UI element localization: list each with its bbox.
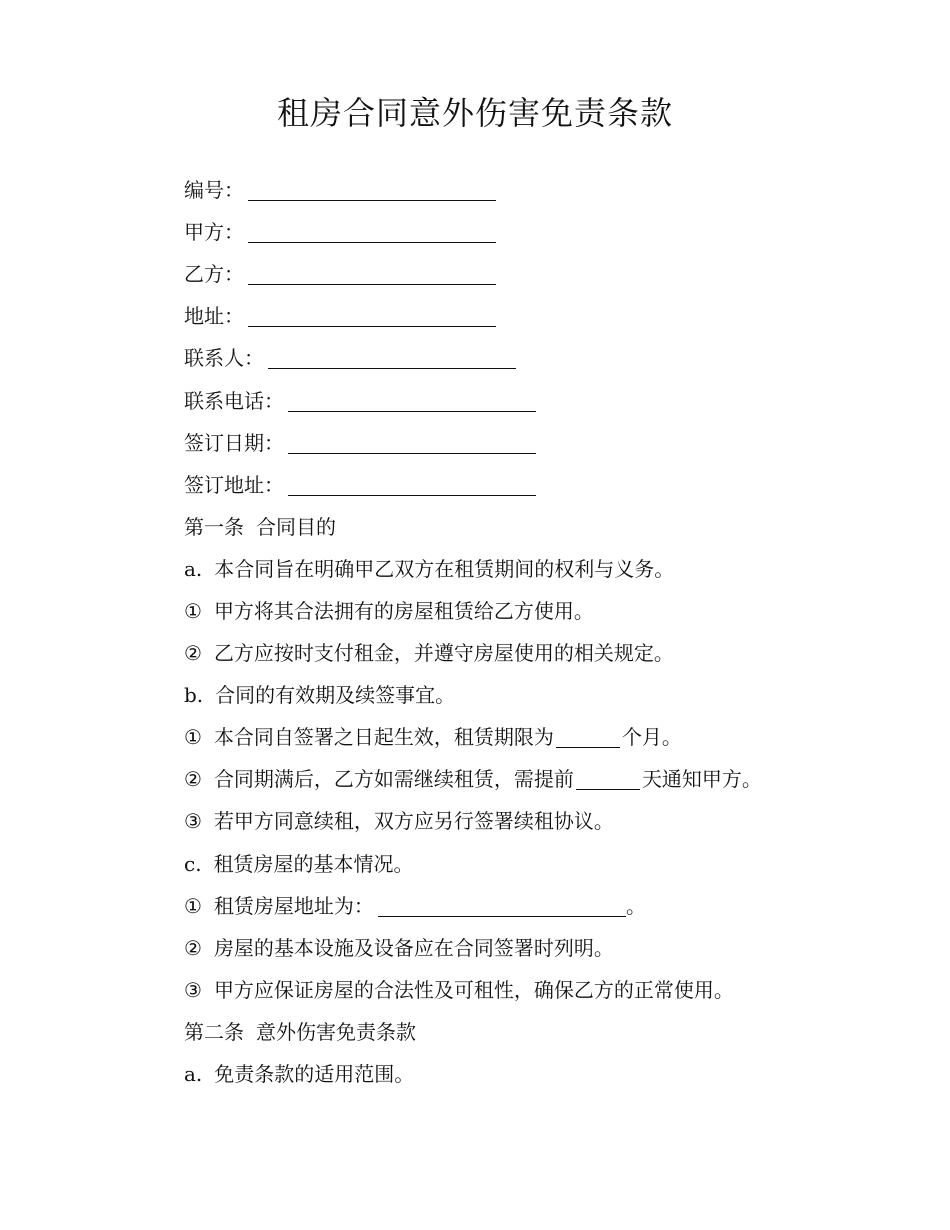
article-2-heading xyxy=(184,1011,924,1053)
field-label: 签订地址： xyxy=(184,472,284,497)
clause-text: 房屋的基本设施及设备应在合同签署时列明。 xyxy=(213,935,614,960)
blank-line xyxy=(248,179,496,201)
blank-line xyxy=(288,474,536,496)
field-party-b xyxy=(184,253,924,295)
blank-line xyxy=(576,768,640,790)
clause-text: 本合同旨在明确甲乙双方在租赁期间的权利与义务。 xyxy=(214,556,675,581)
clause-text: 甲方将其合法拥有的房屋租赁给乙方使用。 xyxy=(213,598,594,623)
blank-line xyxy=(378,895,626,917)
article-title: 意外伤害免责条款 xyxy=(256,1019,416,1044)
article-title: 合同目的 xyxy=(256,514,336,539)
clause-text: 甲方应保证房屋的合法性及可租性，确保乙方的正常使用。 xyxy=(213,977,734,1002)
field-number xyxy=(184,169,924,211)
blank-line xyxy=(288,390,536,412)
clause-text: 若甲方同意续租，双方应另行签署续租协议。 xyxy=(213,809,614,834)
clause-a-1 xyxy=(184,590,924,632)
blank-line xyxy=(248,305,496,327)
field-label: 甲方： xyxy=(184,220,244,245)
clause-text-end: 个月。 xyxy=(621,725,682,750)
article-number: 第一条 xyxy=(184,514,244,539)
article-2-clause-a xyxy=(184,1053,924,1095)
field-label: 签订日期： xyxy=(184,430,284,455)
clause-b-3 xyxy=(184,800,924,842)
field-phone xyxy=(184,379,924,421)
clause-marker: a. xyxy=(184,556,203,581)
clause-text: 租赁房屋的基本情况。 xyxy=(213,851,414,876)
clause-marker: ② xyxy=(184,641,202,666)
clause-text-end: 天通知甲方。 xyxy=(641,767,762,792)
clause-a xyxy=(184,548,924,590)
blank-line xyxy=(248,263,496,285)
clause-b-1 xyxy=(184,716,924,758)
blank-line xyxy=(288,432,536,454)
clause-text: 本合同自签署之日起生效，租赁期限为 xyxy=(213,725,554,750)
field-party-a xyxy=(184,211,924,253)
clause-marker: ① xyxy=(184,725,202,750)
field-label: 编号： xyxy=(184,178,244,203)
clause-marker: ③ xyxy=(184,977,202,1002)
field-sign-address xyxy=(184,464,924,506)
clause-c-3 xyxy=(184,969,924,1011)
field-sign-date xyxy=(184,422,924,464)
field-contact xyxy=(184,337,924,379)
clause-text: 免责条款的适用范围。 xyxy=(214,1062,415,1087)
field-label: 乙方： xyxy=(184,262,244,287)
clause-marker: ② xyxy=(184,767,202,792)
blank-line xyxy=(556,726,620,748)
clause-c-2 xyxy=(184,927,924,969)
field-label: 联系电话： xyxy=(184,388,284,413)
document-body xyxy=(184,169,924,1095)
field-label: 联系人： xyxy=(184,346,264,371)
field-label: 地址： xyxy=(184,304,244,329)
clause-c-1 xyxy=(184,885,924,927)
clause-text: 合同期满后，乙方如需继续租赁，需提前 xyxy=(213,767,574,792)
document-title: 租房合同意外伤害免责条款 xyxy=(276,94,673,132)
clause-text: 租赁房屋地址为： xyxy=(213,893,374,918)
clause-b-2 xyxy=(184,758,924,800)
article-1-heading xyxy=(184,506,924,548)
clause-marker: c. xyxy=(184,851,202,876)
clause-b xyxy=(184,674,924,716)
clause-a-2 xyxy=(184,632,924,674)
field-address xyxy=(184,295,924,337)
clause-marker: ① xyxy=(184,893,202,918)
clause-text: 乙方应按时支付租金，并遵守房屋使用的相关规定。 xyxy=(213,641,674,666)
clause-c xyxy=(184,843,924,885)
clause-marker: a. xyxy=(184,1062,203,1087)
clause-marker: b. xyxy=(184,683,204,708)
article-number: 第二条 xyxy=(184,1019,244,1044)
clause-marker: ③ xyxy=(184,809,202,834)
clause-marker: ② xyxy=(184,935,202,960)
clause-text-end: 。 xyxy=(625,893,646,918)
blank-line xyxy=(248,221,496,243)
blank-line xyxy=(268,347,516,369)
clause-marker: ① xyxy=(184,598,202,623)
clause-text: 合同的有效期及续签事宜。 xyxy=(215,683,456,708)
